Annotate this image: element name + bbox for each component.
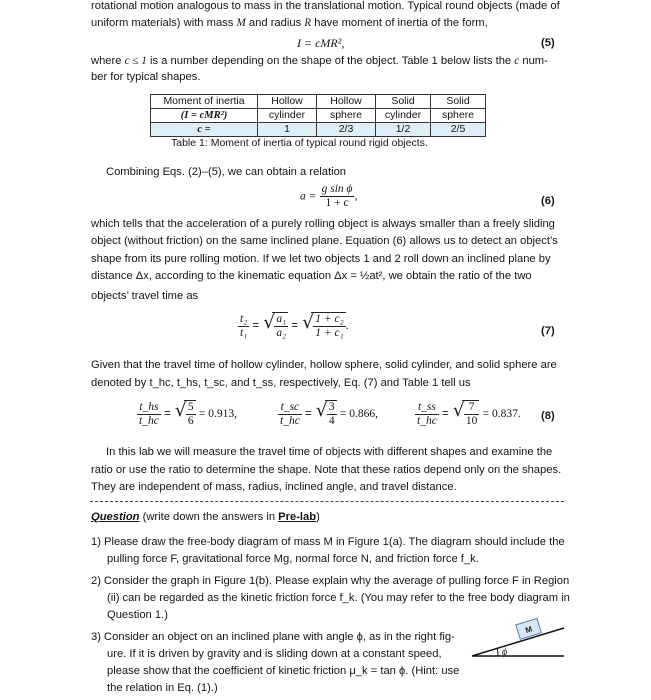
paragraph-line: They are independent of mass, radius, inclined angle, and travel distance.: [91, 481, 457, 493]
paragraph-line: Given that the travel time of hollow cylinder, hollow sphere, solid cylinder, and solid sphere are: [91, 359, 557, 371]
moment-of-inertia-table: [150, 94, 486, 137]
where-line: where c ≤ 1 is a number depending on the shape of the object. Table 1 below lists the c num-: [91, 55, 548, 67]
equation-6-number: (6): [541, 195, 555, 207]
angle-arc: [497, 648, 498, 656]
table-caption: Table 1: Moment of inertia of typical round rigid objects.: [171, 137, 428, 149]
intro-line-1: rotational motion analogous to mass in the translational motion. Typical round objects (made of: [91, 0, 560, 12]
table-header-cell: sphere: [317, 109, 376, 123]
paragraph-line: object (without friction) on the same inclined plane. Equation (6) allows us to detect an object’s: [91, 235, 558, 247]
equation-8-ratio-sc: $\frac{t\_sc}{t\_hc}$ = √ $\frac{3}{4}$ = 0.866,: [278, 400, 378, 428]
table-cell: 1/2: [376, 123, 431, 137]
table-cell: 1: [258, 123, 317, 137]
question-3-line: ure. If it is driven by gravity and is sliding down at a constant speed,: [107, 648, 442, 660]
block-label: M: [524, 624, 534, 636]
table-header-cell: sphere: [431, 109, 486, 123]
section-divider: [90, 501, 564, 502]
table-header-cell: Hollow: [317, 95, 376, 109]
equation-8-ratio-hs: $\frac{t\_hs}{t\_hc}$ = √ $\frac{5}{6}$ = 0.913,: [137, 400, 237, 428]
question-1-line: pulling force F, gravitational force Mg, normal force N, and friction force f_k.: [107, 553, 479, 565]
question-3-line: 3) Consider an object on an inclined plane with angle ϕ, as in the right fig-: [91, 631, 455, 643]
table-header-cell: Solid: [376, 95, 431, 109]
equation-5-number: (5): [541, 37, 555, 49]
paragraph-line: objects’ travel time as: [91, 290, 199, 302]
paragraph-line: ratio or use the ratio to determine the shape. Note that these ratios depend only on the shapes.: [91, 464, 562, 476]
equation-8-number: (8): [541, 410, 555, 422]
question-2-line: 2) Consider the graph in Figure 1(b). Please explain why the average of pulling force F in Region: [91, 575, 570, 587]
paragraph-line: which tells that the acceleration of a purely rolling object is always smaller than a freely sliding: [91, 218, 555, 230]
table-cell: 2/5: [431, 123, 486, 137]
equation-6: a = $\frac{\text{g sin ϕ}}{1 + c}$ ,: [300, 183, 358, 209]
table-header-cell: cylinder: [258, 109, 317, 123]
angle-label: ϕ: [502, 647, 508, 658]
equation-7: $\frac{\text{t₂}}{\text{t₁}}$ = √ $\frac{\text{a₁}}{\text{a₂}}$ = √ $\frac{\text{1 + c₂}}{\text{1 + c₁}}$ .: [238, 312, 349, 340]
combining-text: Combining Eqs. (2)–(5), we can obtain a relation: [106, 166, 347, 178]
paragraph-line: denoted by t_hc, t_hs, t_sc, and t_ss, respectively, Eq. (7) and Table 1 tell us: [91, 377, 471, 389]
where-line-2: ber for typical shapes.: [91, 71, 201, 83]
question-2-line: Question 1.): [107, 609, 168, 621]
equation-5: I = cMR²,: [297, 36, 345, 50]
table-header-cell: (I = cMR²): [151, 109, 258, 123]
question-2-line: (ii) can be regarded as the kinetic friction force f_k. (You may refer to the free body diagram in: [107, 592, 570, 604]
table-cell: 2/3: [317, 123, 376, 137]
table-header-cell: Moment of inertia: [151, 95, 258, 109]
equation-8-ratio-ss: $\frac{t\_ss}{t\_hc}$ = √ $\frac{7}{10}$ = 0.837.: [415, 400, 521, 428]
question-3-line: the relation in Eq. (1).): [107, 682, 218, 694]
table-header-cell: Hollow: [258, 95, 317, 109]
table-header-cell: cylinder: [376, 109, 431, 123]
question-heading: Question (write down the answers in Pre-lab): [91, 511, 320, 523]
paragraph-line: shape from its pure rolling motion. If we let two objects 1 and 2 roll down an inclined plane by: [91, 253, 551, 265]
question-3-line: please show that the coefficient of kinetic friction μ_k = tan ϕ. (Hint: use: [107, 665, 460, 677]
intro-line-2: uniform materials) with mass M and radius R have moment of inertia of the form,: [91, 17, 488, 29]
equation-7-number: (7): [541, 325, 555, 337]
paragraph-line: distance Δx, according to the kinematic equation Δx = ½at², we obtain the ratio of the two: [91, 270, 532, 282]
question-1-line: 1) Please draw the free-body diagram of mass M in Figure 1(a). The diagram should include the: [91, 536, 565, 548]
inclined-plane-figure: [468, 616, 568, 662]
table-row-label: c =: [151, 123, 258, 137]
table-header-cell: Solid: [431, 95, 486, 109]
paragraph-line: In this lab we will measure the travel time of objects with different shapes and examine the: [106, 446, 553, 458]
